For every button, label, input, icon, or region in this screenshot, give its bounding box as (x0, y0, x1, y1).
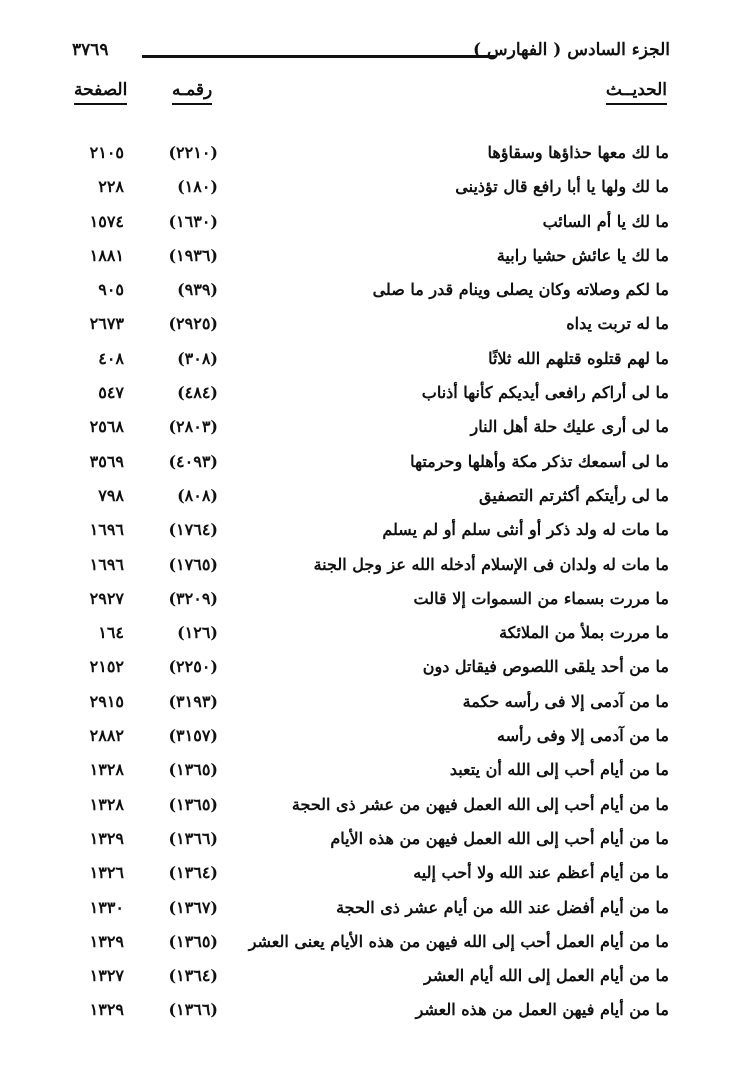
index-row (0, 789, 755, 823)
hadith-text: ما لهم قتلوه قتلهم الله ثلاثًا (488, 348, 669, 368)
page-ref: ١٣٢٩ (89, 828, 124, 848)
column-header-number: رقمـه (172, 80, 212, 105)
index-row (0, 343, 755, 377)
hadith-text: ما من أحد يلقى اللصوص فيقاتل دون (422, 657, 669, 677)
hadith-number: (١٣٦٧) (168, 897, 218, 917)
page-ref: ٢٩٢٧ (89, 588, 124, 608)
page-ref: ٢٥٦٨ (89, 417, 124, 437)
index-row (0, 583, 755, 617)
hadith-number: (١٧٦٥) (168, 554, 218, 574)
hadith-text: ما لك ولها يا أبا رافع قال تؤذينى (455, 177, 669, 197)
hadith-text: ما له تربت يداه (566, 314, 669, 334)
index-row (0, 274, 755, 308)
index-row (0, 171, 755, 205)
index-row (0, 377, 755, 411)
header-rule (142, 55, 495, 58)
column-header-hadith: الحديــث (606, 80, 667, 105)
index-row (0, 480, 755, 514)
hadith-number: (٤٠٩٣) (168, 451, 218, 471)
hadith-text: ما لك معها حذاؤها وسقاؤها (487, 143, 669, 162)
index-row (0, 446, 755, 480)
hadith-text: ما من أيام فيهن العمل من هذه العشر (415, 1000, 669, 1020)
hadith-text: ما لكم وصلاته وكان يصلى وينام قدر ما صلى (372, 280, 669, 300)
hadith-number: (٤٨٤) (177, 383, 218, 403)
hadith-number: (٢٢٥٠) (168, 657, 218, 677)
hadith-number: (١٣٦٤) (168, 863, 218, 883)
page-ref: ٢٢٨ (98, 177, 124, 197)
page-ref: ١٥٧٤ (89, 211, 124, 231)
page-ref: ٢٩١٥ (89, 691, 124, 711)
index-row (0, 240, 755, 274)
hadith-text: ما من أيام العمل أحب إلى الله فيهن من هذه الأيام يعنى العشر (248, 931, 669, 951)
hadith-text: ما مررت بملأ من الملائكة (499, 623, 669, 643)
hadith-number: (١٢٦) (177, 623, 218, 643)
hadith-number: (١٣٦٦) (168, 1000, 218, 1020)
hadith-number: (١٧٦٤) (168, 520, 218, 540)
index-row (0, 206, 755, 240)
hadith-number: (١٣٦٥) (168, 794, 218, 814)
page-ref: ٢٨٨٢ (89, 726, 124, 746)
index-row (0, 617, 755, 651)
index-row (0, 994, 755, 1028)
hadith-text: ما من أيام العمل إلى الله أيام العشر (424, 966, 669, 986)
page-ref: ٥٤٧ (98, 383, 124, 403)
page-ref: ٣٥٦٩ (89, 451, 124, 471)
hadith-number: (٩٣٩) (177, 280, 218, 300)
index-row (0, 754, 755, 788)
page-ref: ١٣٢٨ (89, 760, 124, 780)
hadith-text: ما لى أراكم رافعى أيديكم كأنها أذناب (421, 383, 669, 403)
page-ref: ١٣٢٦ (89, 863, 124, 883)
hadith-text: ما لى أرى عليك حلة أهل النار (470, 417, 669, 437)
hadith-number: (١٣٦٥) (168, 931, 218, 951)
index-row (0, 686, 755, 720)
column-header-page: الصفحة (74, 80, 127, 105)
hadith-text: ما من آدمى إلا وفى رأسه (497, 726, 669, 746)
index-row (0, 137, 755, 171)
page-ref: ٢١٠٥ (89, 143, 124, 162)
hadith-number: (٣١٩٣) (168, 691, 218, 711)
page-ref: ١٣٢٩ (89, 1000, 124, 1020)
index-row (0, 720, 755, 754)
page-ref: ١٣٢٧ (89, 966, 124, 986)
hadith-number: (١٩٣٦) (168, 245, 218, 265)
hadith-text: ما من أيام أحب إلى الله العمل فيهن من هذه الأيام (330, 828, 669, 848)
hadith-text: ما لك يا عائش حشيا رابية (496, 245, 669, 265)
hadith-text: ما لى أسمعك تذكر مكة وأهلها وحرمتها (410, 451, 669, 471)
index-row (0, 411, 755, 445)
index-entries (0, 137, 755, 1029)
hadith-number: (١٣٦٤) (168, 966, 218, 986)
hadith-number: (١٨٠) (177, 177, 218, 197)
hadith-text: ما من أيام أحب إلى الله أن يتعبد (449, 760, 669, 780)
volume-title: الجزء السادس ( الفهارس ) (472, 40, 670, 60)
index-row (0, 926, 755, 960)
hadith-text: ما لى رأيتكم أكثرتم التصفيق (479, 485, 669, 505)
index-row (0, 857, 755, 891)
hadith-number: (٣٢٠٩) (168, 588, 218, 608)
hadith-number: (١٦٣٠) (168, 211, 218, 231)
page-ref: ١٨٨١ (89, 245, 124, 265)
hadith-number: (٣١٥٧) (168, 726, 218, 746)
index-row (0, 823, 755, 857)
page-number: ٣٧٦٩ (72, 40, 109, 60)
hadith-text: ما مررت بسماء من السموات إلا قالت (413, 588, 669, 608)
hadith-number: (٣٠٨) (177, 348, 218, 368)
page-header (72, 36, 670, 68)
hadith-text: ما من أيام أعظم عند الله ولا أحب إليه (413, 863, 669, 883)
page-ref: ٢٦٧٣ (89, 314, 124, 334)
index-row (0, 514, 755, 548)
hadith-number: (٢٢١٠) (168, 143, 218, 162)
page-ref: ١٦٤ (98, 623, 124, 643)
page-ref: ١٣٣٠ (89, 897, 124, 917)
hadith-text: ما مات له ولدان فى الإسلام أدخله الله عز وجل الجنة (313, 554, 669, 574)
page-ref: ٢١٥٢ (89, 657, 124, 677)
page-ref: ٩٠٥ (98, 280, 124, 300)
page-ref: ٧٩٨ (98, 485, 124, 505)
hadith-text: ما لك يا أم السائب (542, 211, 669, 231)
hadith-text: ما من أيام أفضل عند الله من أيام عشر ذى الحجة (336, 897, 669, 917)
hadith-number: (١٣٦٥) (168, 760, 218, 780)
hadith-number: (٢٨٠٣) (168, 417, 218, 437)
page-ref: ١٦٩٦ (89, 554, 124, 574)
page-ref: ١٣٢٨ (89, 794, 124, 814)
hadith-number: (١٣٦٦) (168, 828, 218, 848)
hadith-text: ما من آدمى إلا فى رأسه حكمة (462, 691, 669, 711)
index-row (0, 549, 755, 583)
hadith-number: (٢٩٢٥) (168, 314, 218, 334)
index-row (0, 960, 755, 994)
hadith-text: ما من أيام أحب إلى الله العمل فيهن من عشر ذى الحجة (291, 794, 669, 814)
hadith-text: ما مات له ولد ذكر أو أنثى سلم أو لم يسلم (382, 520, 669, 540)
hadith-number: (٨٠٨) (177, 485, 218, 505)
index-row (0, 892, 755, 926)
page-ref: ١٦٩٦ (89, 520, 124, 540)
index-row (0, 651, 755, 685)
index-row (0, 308, 755, 342)
page-ref: ١٣٢٩ (89, 931, 124, 951)
page-ref: ٤٠٨ (98, 348, 124, 368)
